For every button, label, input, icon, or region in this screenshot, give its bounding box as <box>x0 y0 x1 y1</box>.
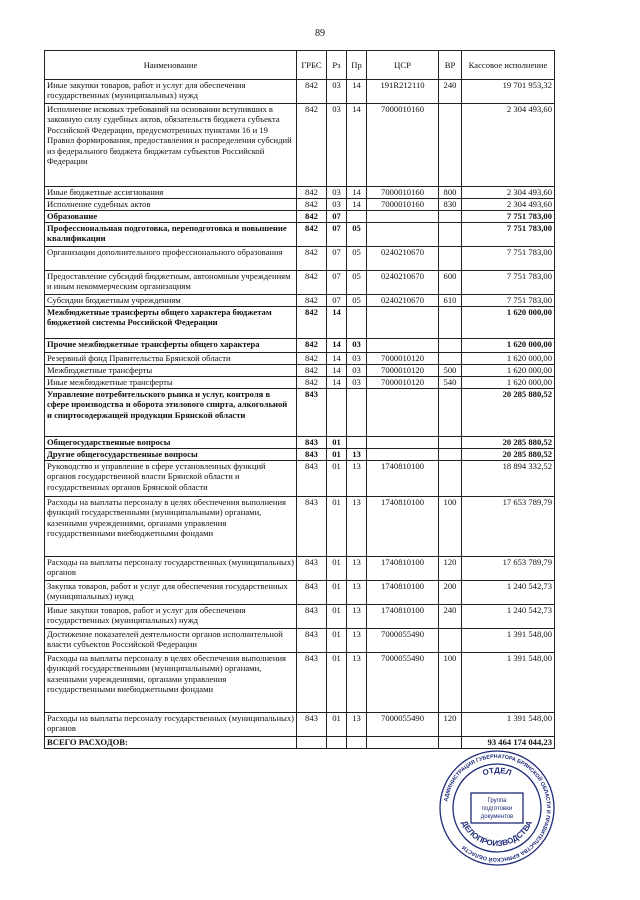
cell-rz: 01 <box>327 629 347 653</box>
cell-pr: 03 <box>347 339 367 353</box>
cell-name: Иные бюджетные ассигнования <box>45 187 297 199</box>
page-number: 89 <box>315 28 325 39</box>
cell-csr: 7000010160 <box>367 187 439 199</box>
cell-rz: 07 <box>327 223 347 247</box>
cell-grbs: 843 <box>297 497 327 557</box>
table-row <box>45 187 555 199</box>
table-row <box>45 271 555 295</box>
cell-vr <box>439 223 462 247</box>
cell-csr: 1740810100 <box>367 557 439 581</box>
cell-rz: 01 <box>327 449 347 461</box>
cell-grbs: 843 <box>297 437 327 449</box>
table-row <box>45 737 555 749</box>
stamp-center-line: документов <box>480 814 514 820</box>
cell-amount: 17 653 789,79 <box>462 557 555 581</box>
cell-amount: 1 620 000,00 <box>462 365 555 377</box>
cell-rz: 03 <box>327 104 347 187</box>
cell-pr: 13 <box>347 629 367 653</box>
cell-vr: 100 <box>439 497 462 557</box>
cell-csr: 7000055490 <box>367 653 439 713</box>
cell-grbs: 843 <box>297 653 327 713</box>
header-pr: Пр <box>347 51 367 80</box>
cell-csr: 7000055490 <box>367 713 439 737</box>
cell-grbs: 842 <box>297 187 327 199</box>
cell-vr <box>439 104 462 187</box>
cell-csr <box>367 223 439 247</box>
cell-pr: 14 <box>347 199 367 211</box>
cell-amount: 2 304 493,60 <box>462 104 555 187</box>
table-row <box>45 581 555 605</box>
header-name: Наименование <box>45 51 297 80</box>
cell-grbs <box>297 737 327 749</box>
cell-amount: 1 240 542,73 <box>462 605 555 629</box>
cell-vr: 500 <box>439 365 462 377</box>
cell-rz: 03 <box>327 199 347 211</box>
cell-csr <box>367 737 439 749</box>
cell-grbs: 843 <box>297 605 327 629</box>
cell-vr: 610 <box>439 295 462 307</box>
cell-csr: 7000010120 <box>367 377 439 389</box>
cell-amount: 7 751 783,00 <box>462 247 555 271</box>
cell-name: Расходы на выплаты персоналу государственных (муниципальных) органов <box>45 557 297 581</box>
cell-rz: 14 <box>327 353 347 365</box>
cell-vr <box>439 737 462 749</box>
cell-rz: 07 <box>327 247 347 271</box>
cell-rz: 14 <box>327 339 347 353</box>
cell-csr <box>367 437 439 449</box>
cell-name: Иные межбюджетные трансферты <box>45 377 297 389</box>
cell-pr <box>347 437 367 449</box>
cell-grbs: 842 <box>297 295 327 307</box>
cell-name: Расходы на выплаты персоналу в целях обеспечения выполнения функций государственными (муниципальными) органами, казенными учреждениями, органами управления государственными внебюджетными фондами <box>45 497 297 557</box>
cell-vr <box>439 449 462 461</box>
cell-pr: 03 <box>347 365 367 377</box>
cell-csr <box>367 339 439 353</box>
cell-vr: 120 <box>439 713 462 737</box>
cell-vr: 120 <box>439 557 462 581</box>
cell-pr: 13 <box>347 581 367 605</box>
cell-vr: 600 <box>439 271 462 295</box>
cell-grbs: 842 <box>297 307 327 339</box>
cell-pr: 05 <box>347 271 367 295</box>
cell-name: Управление потребительского рынка и услуг, контроля в сфере производства и оборота этилового спирта, алкогольной и спиртосодержащей продукции Брянской области <box>45 389 297 437</box>
cell-csr: 1740810100 <box>367 581 439 605</box>
cell-name: Руководство и управление в сфере установленных функций органов государственной власти Брянской области и государственных органов Брянской области <box>45 461 297 497</box>
table-row <box>45 389 555 437</box>
cell-grbs: 843 <box>297 449 327 461</box>
cell-rz <box>327 737 347 749</box>
table-header-row <box>45 51 555 80</box>
header-vr: ВР <box>439 51 462 80</box>
cell-csr: 7000010120 <box>367 365 439 377</box>
cell-rz: 14 <box>327 377 347 389</box>
cell-vr: 240 <box>439 605 462 629</box>
cell-pr: 13 <box>347 713 367 737</box>
cell-rz: 01 <box>327 461 347 497</box>
table-row <box>45 605 555 629</box>
cell-rz: 01 <box>327 497 347 557</box>
cell-pr: 14 <box>347 80 367 104</box>
cell-csr: 7000010160 <box>367 104 439 187</box>
cell-csr: 7000010160 <box>367 199 439 211</box>
cell-rz: 07 <box>327 271 347 295</box>
cell-pr: 13 <box>347 653 367 713</box>
stamp-ring-text: АДМИНИСТРАЦИЯ ГУБЕРНАТОРА БРЯНСКОЙ ОБЛАСТИ И ПРАВИТЕЛЬСТВА БРЯНСКОЙ ОБЛАСТИ <box>443 753 552 863</box>
cell-grbs: 843 <box>297 461 327 497</box>
cell-vr: 200 <box>439 581 462 605</box>
cell-vr <box>439 629 462 653</box>
cell-grbs: 842 <box>297 353 327 365</box>
cell-pr: 13 <box>347 449 367 461</box>
stamp-inner-top: ОТДЕЛ <box>481 766 513 778</box>
table-row <box>45 211 555 223</box>
cell-rz: 01 <box>327 713 347 737</box>
table-body <box>45 80 555 749</box>
cell-name: Расходы на выплаты персоналу государственных (муниципальных) органов <box>45 713 297 737</box>
cell-pr <box>347 211 367 223</box>
cell-rz: 01 <box>327 557 347 581</box>
table-row <box>45 339 555 353</box>
cell-csr: 1740810100 <box>367 497 439 557</box>
cell-amount: 20 285 880,52 <box>462 449 555 461</box>
table-row <box>45 497 555 557</box>
table-row <box>45 80 555 104</box>
cell-pr <box>347 737 367 749</box>
cell-name: Расходы на выплаты персоналу в целях обеспечения выполнения функций государственными (муниципальными) органами, казенными учреждениями, органами управления государственными внебюджетными фондами <box>45 653 297 713</box>
cell-amount: 2 304 493,60 <box>462 199 555 211</box>
cell-amount: 1 620 000,00 <box>462 339 555 353</box>
cell-name: Исполнение исковых требований на основании вступивших в законную силу судебных актов, обязательств бюджета субъекта Российской Федерации, предусмотренных пунктами 16 и 19 Правил формирования, предоставления и распределения субсидий из федерального бюджета бюджетам субъектов Российской Федерации <box>45 104 297 187</box>
cell-amount: 7 751 783,00 <box>462 223 555 247</box>
cell-grbs: 843 <box>297 581 327 605</box>
cell-name: Закупка товаров, работ и услуг для обеспечения государственных (муниципальных) нужд <box>45 581 297 605</box>
cell-vr: 240 <box>439 80 462 104</box>
table-row <box>45 295 555 307</box>
stamp-center-line: подготовки <box>481 806 513 812</box>
table-row <box>45 629 555 653</box>
cell-name: Образование <box>45 211 297 223</box>
cell-pr: 14 <box>347 104 367 187</box>
cell-rz: 01 <box>327 653 347 713</box>
cell-csr: 1740810100 <box>367 461 439 497</box>
cell-name: Предоставление субсидий бюджетным, автономным учреждениям и иным некоммерческим организациям <box>45 271 297 295</box>
cell-amount: 18 894 332,52 <box>462 461 555 497</box>
cell-name: Субсидии бюджетным учреждениям <box>45 295 297 307</box>
header-csr: ЦСР <box>367 51 439 80</box>
table-row <box>45 365 555 377</box>
cell-pr: 13 <box>347 497 367 557</box>
cell-grbs: 842 <box>297 223 327 247</box>
cell-vr <box>439 353 462 365</box>
cell-vr <box>439 247 462 271</box>
expenses-table <box>44 50 555 749</box>
cell-grbs: 842 <box>297 80 327 104</box>
cell-name: Достижение показателей деятельности органов исполнительной власти субъектов Российской Федерации <box>45 629 297 653</box>
cell-name: Иные закупки товаров, работ и услуг для обеспечения государственных (муниципальных) нужд <box>45 80 297 104</box>
cell-csr: 7000010120 <box>367 353 439 365</box>
cell-rz: 14 <box>327 365 347 377</box>
cell-pr: 13 <box>347 605 367 629</box>
cell-grbs: 842 <box>297 211 327 223</box>
cell-grbs: 842 <box>297 339 327 353</box>
cell-name: Общегосударственные вопросы <box>45 437 297 449</box>
cell-name: Другие общегосударственные вопросы <box>45 449 297 461</box>
table-row <box>45 377 555 389</box>
cell-rz: 07 <box>327 211 347 223</box>
cell-csr: 191R212110 <box>367 80 439 104</box>
table-row <box>45 461 555 497</box>
table-row <box>45 104 555 187</box>
cell-name: Прочие межбюджетные трансферты общего характера <box>45 339 297 353</box>
cell-amount: 7 751 783,00 <box>462 211 555 223</box>
cell-amount: 1 391 548,00 <box>462 653 555 713</box>
cell-pr: 03 <box>347 353 367 365</box>
cell-rz: 07 <box>327 295 347 307</box>
cell-rz: 03 <box>327 187 347 199</box>
cell-grbs: 842 <box>297 247 327 271</box>
cell-amount: 93 464 174 044,23 <box>462 737 555 749</box>
cell-name: Межбюджетные трансферты общего характера бюджетам бюджетной системы Российской Федерации <box>45 307 297 339</box>
cell-pr: 14 <box>347 187 367 199</box>
cell-csr: 7000055490 <box>367 629 439 653</box>
cell-name: Исполнение судебных актов <box>45 199 297 211</box>
cell-grbs: 842 <box>297 365 327 377</box>
cell-grbs: 842 <box>297 199 327 211</box>
cell-amount: 1 620 000,00 <box>462 377 555 389</box>
cell-rz: 14 <box>327 307 347 339</box>
cell-grbs: 842 <box>297 104 327 187</box>
cell-vr <box>439 211 462 223</box>
cell-csr: 0240210670 <box>367 247 439 271</box>
cell-amount: 1 620 000,00 <box>462 307 555 339</box>
cell-name: Межбюджетные трансферты <box>45 365 297 377</box>
cell-name: Организации дополнительного профессионального образования <box>45 247 297 271</box>
cell-amount: 17 653 789,79 <box>462 497 555 557</box>
cell-amount: 20 285 880,52 <box>462 437 555 449</box>
cell-name: ВСЕГО РАСХОДОВ: <box>45 737 297 749</box>
cell-amount: 1 240 542,73 <box>462 581 555 605</box>
cell-csr <box>367 389 439 437</box>
cell-vr <box>439 339 462 353</box>
cell-grbs: 842 <box>297 377 327 389</box>
table-row <box>45 713 555 737</box>
cell-pr: 13 <box>347 557 367 581</box>
cell-csr: 0240210670 <box>367 295 439 307</box>
cell-name: Профессиональная подготовка, переподготовка и повышение квалификации <box>45 223 297 247</box>
cell-csr <box>367 211 439 223</box>
table-row <box>45 437 555 449</box>
cell-csr: 0240210670 <box>367 271 439 295</box>
header-rz: Рз <box>327 51 347 80</box>
cell-vr: 800 <box>439 187 462 199</box>
cell-grbs: 843 <box>297 389 327 437</box>
cell-rz: 03 <box>327 80 347 104</box>
cell-grbs: 843 <box>297 557 327 581</box>
cell-amount: 1 620 000,00 <box>462 353 555 365</box>
cell-amount: 20 285 880,52 <box>462 389 555 437</box>
office-stamp <box>437 748 557 868</box>
cell-rz <box>327 389 347 437</box>
table-row <box>45 449 555 461</box>
table-row <box>45 307 555 339</box>
cell-grbs: 842 <box>297 271 327 295</box>
cell-vr: 830 <box>439 199 462 211</box>
cell-amount: 2 304 493,60 <box>462 187 555 199</box>
cell-vr <box>439 389 462 437</box>
cell-csr: 1740810100 <box>367 605 439 629</box>
cell-name: Иные закупки товаров, работ и услуг для обеспечения государственных (муниципальных) нужд <box>45 605 297 629</box>
cell-pr: 05 <box>347 295 367 307</box>
cell-amount: 19 701 953,32 <box>462 80 555 104</box>
cell-grbs: 843 <box>297 713 327 737</box>
cell-amount: 1 391 548,00 <box>462 629 555 653</box>
header-amount: Кассовое исполнение <box>462 51 555 80</box>
cell-pr: 03 <box>347 377 367 389</box>
cell-pr <box>347 307 367 339</box>
cell-csr <box>367 307 439 339</box>
cell-rz: 01 <box>327 581 347 605</box>
cell-amount: 7 751 783,00 <box>462 271 555 295</box>
cell-pr: 05 <box>347 247 367 271</box>
stamp-inner-bottom: ДЕЛОПРОИЗВОДСТВА <box>459 819 535 849</box>
cell-vr: 100 <box>439 653 462 713</box>
cell-grbs: 843 <box>297 629 327 653</box>
cell-pr: 13 <box>347 461 367 497</box>
cell-pr: 05 <box>347 223 367 247</box>
cell-vr <box>439 307 462 339</box>
cell-rz: 01 <box>327 605 347 629</box>
table-row <box>45 353 555 365</box>
cell-vr: 540 <box>439 377 462 389</box>
cell-amount: 7 751 783,00 <box>462 295 555 307</box>
cell-csr <box>367 449 439 461</box>
table-row <box>45 223 555 247</box>
cell-vr <box>439 437 462 449</box>
cell-name: Резервный фонд Правительства Брянской области <box>45 353 297 365</box>
cell-vr <box>439 461 462 497</box>
cell-pr <box>347 389 367 437</box>
table-row <box>45 247 555 271</box>
stamp-center-line: Группа <box>487 798 507 804</box>
table-row <box>45 199 555 211</box>
table-row <box>45 653 555 713</box>
table-row <box>45 557 555 581</box>
cell-rz: 01 <box>327 437 347 449</box>
cell-amount: 1 391 548,00 <box>462 713 555 737</box>
header-grbs: ГРБС <box>297 51 327 80</box>
